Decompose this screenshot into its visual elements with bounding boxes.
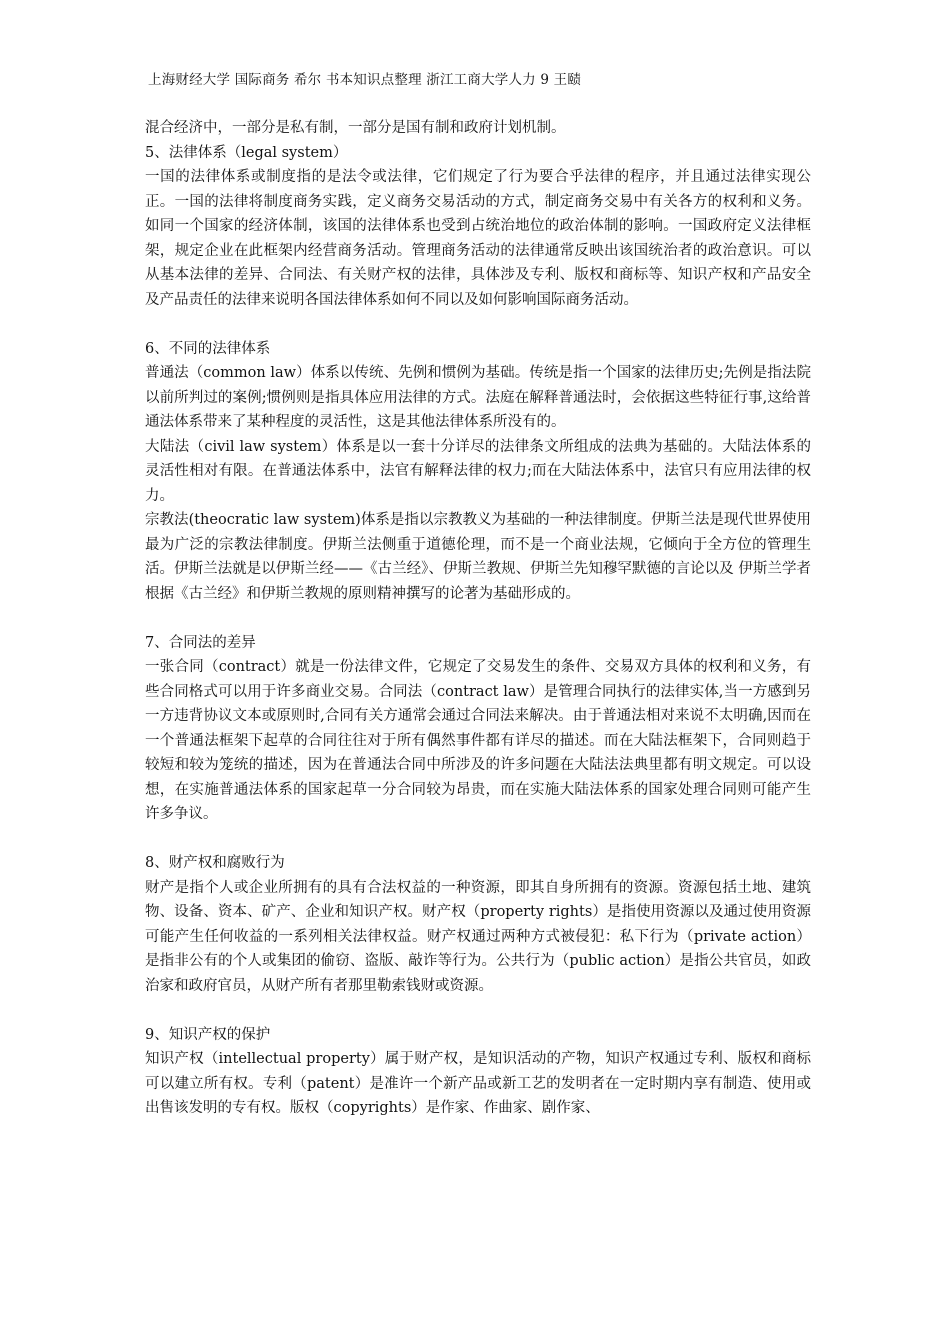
paragraph-theocratic-law: 宗教法(theocratic law system)体系是指以宗教教义为基础的一种法律制度。伊斯兰法是现代世界使用最为广泛的宗教法律制度。伊斯兰法侧重于道德伦理，而不是一个商业法规，它倾向于全方位的管理生活。伊斯兰法就是以伊斯兰经——《古兰经》、伊斯兰教规、伊斯兰先知穆罕默德的言论以及 伊斯兰学者根据《古兰经》和伊斯兰教规的原则精神撰写的论著为基础形成的。 [145, 512, 811, 602]
section-gap [145, 998, 811, 1023]
paragraph-legal-system: 一国的法律体系或制度指的是法令或法律，它们规定了行为要合乎法律的程序，并且通过法律实现公正。一国的法律将制度商务实践，定义商务交易活动的方式，制定商务交易中有关各方的权利和义务。如同一个国家的经济体制，该国的法律体系也受到占统治地位的政治体制的影响。一国政府定义法律框架，规定企业在此框架内经营商务活动。管理商务活动的法律通常反映出该国统治者的政治意识。可以从基本法律的差异、合同法、有关财产权的法律，具体涉及专利、版权和商标等、知识产权和产品安全及产品责任的法律来说明各国法律体系如何不同以及如何影响国际商务活动。 [145, 169, 811, 308]
section-heading-legal-system: 5、法律体系（legal system） [145, 144, 348, 161]
section-gap [145, 312, 811, 337]
section-heading-intellectual-property: 9、知识产权的保护 [145, 1026, 271, 1043]
paragraph-contract-law: 一张合同（contract）就是一份法律文件，它规定了交易发生的条件、交易双方具体的权利和义务，有些合同格式可以用于许多商业交易。合同法（contract law）是管理合同执行的法律实体,当一方感到另一方违背协议文本或原则时,合同有关方通常会通过合同法来解决。由于普通法相对来说不太明确,因而在一个普通法框架下起草的合同往往对于所有偶然事件都有详尽的描述。而在大陆法框架下，合同则趋于较短和较为笼统的描述，因为在普通法合同中所涉及的许多问题在大陆法法典里都有明文规定。可以设想，在实施普通法体系的国家起草一分合同较为昂贵，而在实施大陆法体系的国家处理合同则可能产生许多争议。 [145, 659, 811, 822]
paragraph-property-rights: 财产是指个人或企业所拥有的具有合法权益的一种资源，即其自身所拥有的资源。资源包括土地、建筑物、设备、资本、矿产、企业和知识产权。财产权（property rights）是指使用资源以及通过使用资源可能产生任何收益的一系列相关法律权益。财产权通过两种方式被侵犯：私下行为（private action）是指非公有的个人或集团的偷窃、盗版、敲诈等行为。公共行为（public action）是指公共官员，如政治家和政府官员，从财产所有者那里勒索钱财或资源。 [145, 879, 811, 994]
document-body [145, 116, 811, 1121]
section-heading-property-rights: 8、财产权和腐败行为 [145, 855, 285, 871]
paragraph-civil-law: 大陆法（civil law system）体系是以一套十分详尽的法律条文所组成的法典为基础的。大陆法体系的灵活性相对有限。在普通法体系中，法官有解释法律的权力;而在大陆法体系中，法官只有应用法律的权力。 [145, 438, 811, 504]
section-gap [145, 606, 811, 631]
paragraph-intellectual-property: 知识产权（intellectual property）属于财产权，是知识活动的产物，知识产权通过专利、版权和商标可以建立所有权。专利（patent）是准许一个新产品或新工艺的发明者在一定时期内享有制造、使用或出售该发明的专有权。版权（copyrights）是作家、作曲家、剧作家、 [145, 1051, 811, 1116]
paragraph-common-law: 普通法（common law）体系以传统、先例和惯例为基础。传统是指一个国家的法律历史;先例是指法院以前所判过的案例;惯例则是指具体应用法律的方式。法庭在解释普通法时，会依据这些特征行事,这给普通法体系带来了某种程度的灵活性，这是其他法律体系所没有的。 [145, 365, 811, 430]
section-heading-contract-law: 7、合同法的差异 [145, 634, 256, 651]
section-heading-different-legal-systems: 6、不同的法律体系 [145, 340, 271, 357]
section-gap [145, 827, 811, 852]
intro-line: 混合经济中，一部分是私有制，一部分是国有制和政府计划机制。 [145, 120, 566, 136]
page-header: 上海财经大学 国际商务 希尔 书本知识点整理 浙江工商大学人力 9 王赜 [148, 72, 582, 88]
